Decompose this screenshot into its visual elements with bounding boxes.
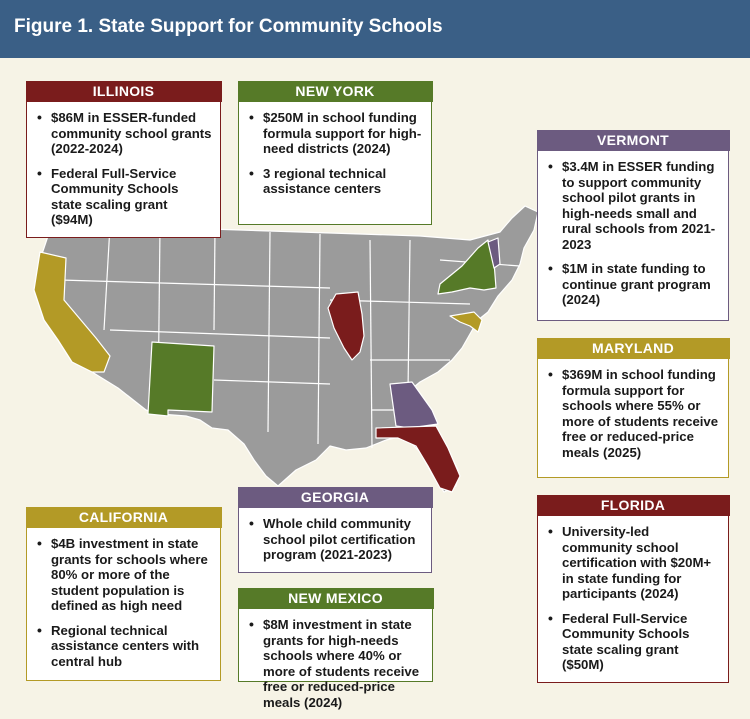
card-item: • $4B investment in state grants for schools where 80% or more of the student population is defined as high need: [37, 536, 212, 614]
state-new-mexico: [148, 342, 214, 416]
card-header: ILLINOIS: [26, 81, 222, 102]
card-header: GEORGIA: [238, 487, 433, 508]
card-item: • $3.4M in ESSER funding to support community school pilot grants in high-needs small and rural schools from 2021-2023: [548, 159, 720, 252]
card-vermont: [537, 130, 729, 321]
state-georgia: [390, 382, 438, 428]
card-header: FLORIDA: [537, 495, 730, 516]
card-item: • Federal Full-Service Community Schools state scaling grant ($50M): [548, 611, 720, 673]
card-item: • $8M investment in state grants for high-needs schools where 40% or more of students receive free or reduced-price meals (2024): [249, 617, 424, 710]
card-california: [26, 507, 221, 681]
state-florida: [376, 426, 460, 492]
card-item: • Regional technical assistance centers with central hub: [37, 623, 212, 670]
card-header: CALIFORNIA: [26, 507, 222, 528]
card-new-york: [238, 81, 432, 225]
card-item: • University-led community school certification with $20M+ in state funding for participants (2024): [548, 524, 720, 602]
figure-title: Figure 1. State Support for Community Schools: [14, 16, 443, 37]
card-header: MARYLAND: [537, 338, 730, 359]
card-header: NEW YORK: [238, 81, 433, 102]
card-item: • Whole child community school pilot certification program (2021-2023): [249, 516, 423, 563]
card-item: • Federal Full-Service Community Schools state scaling grant ($94M): [37, 166, 212, 228]
card-item: • 3 regional technical assistance centers: [249, 166, 423, 197]
card-header: VERMONT: [537, 130, 730, 151]
card-item: • $369M in school funding formula support for schools where 55% or more of students receive free or reduced-price meals (2025): [548, 367, 720, 460]
card-illinois: [26, 81, 221, 238]
card-item: • $1M in state funding to continue grant program (2024): [548, 261, 720, 308]
card-georgia: [238, 487, 432, 573]
card-item: • $86M in ESSER-funded community school grants (2022-2024): [37, 110, 212, 157]
us-mainland-shape: [34, 206, 538, 492]
card-maryland: [537, 338, 729, 478]
card-item: • $250M in school funding formula support for high-need districts (2024): [249, 110, 423, 157]
card-florida: [537, 495, 729, 683]
card-new-mexico: [238, 588, 433, 710]
card-header: NEW MEXICO: [238, 588, 434, 609]
